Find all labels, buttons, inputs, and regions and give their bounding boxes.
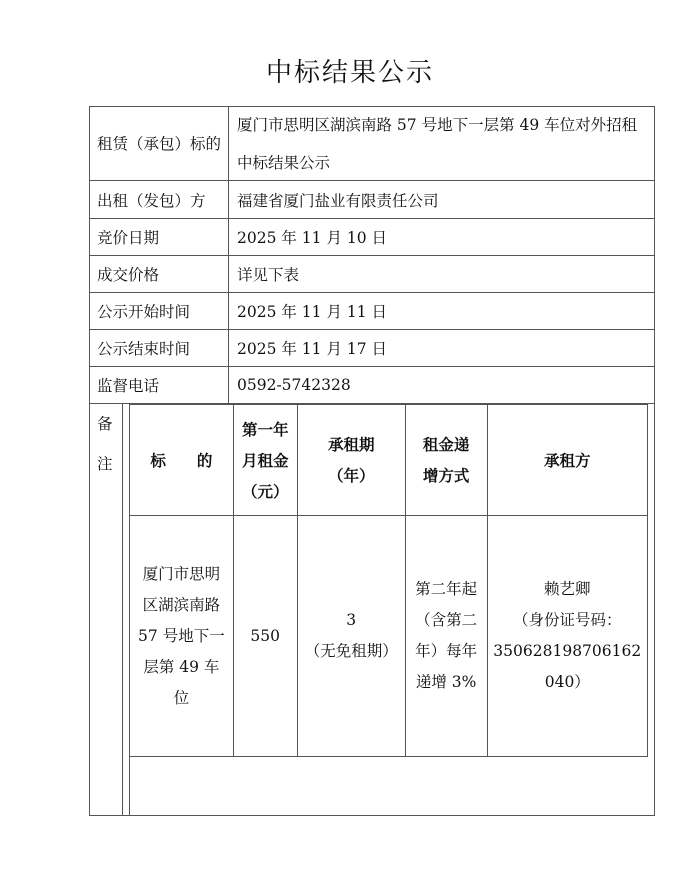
row-label: 公示开始时间 xyxy=(89,293,229,329)
row-label: 成交价格 xyxy=(89,256,229,292)
lessee-id: 350628198706162040） xyxy=(493,642,642,691)
page-title: 中标结果公示 xyxy=(265,58,434,88)
row-value: 2025 年 11 月 11 日 xyxy=(237,303,388,321)
cell-increase-text: 第二年起（含第二年）每年递增 3% xyxy=(415,580,478,691)
cell-subject xyxy=(130,516,234,757)
lessee-name: 赖艺卿 xyxy=(544,580,591,598)
row-label: 租赁（承包）标的 xyxy=(89,106,229,180)
header-cell-text: 承租期（年） xyxy=(327,435,375,485)
cell-monthly-rent: 550 xyxy=(233,516,297,757)
remarks-empty-area xyxy=(129,757,648,816)
row-subject xyxy=(89,106,655,181)
row-value: 0592-5742328 xyxy=(237,376,351,394)
row-price xyxy=(89,256,655,293)
cell-term xyxy=(297,516,405,757)
lessee-id-label: （身份证号码： xyxy=(513,611,622,629)
remarks-label xyxy=(89,404,123,816)
row-notice-end xyxy=(89,330,655,367)
row-value: 2025 年 11 月 17 日 xyxy=(237,340,388,358)
row-lessor xyxy=(89,181,655,219)
term-years: 3 xyxy=(346,611,357,629)
row-value: 详见下表 xyxy=(237,266,300,284)
header-cell: 标 的 xyxy=(130,405,234,516)
row-phone xyxy=(89,367,655,404)
header-cell-text: 租金递增方式 xyxy=(422,435,470,485)
cell-increase xyxy=(405,516,487,757)
row-label: 出租（发包）方 xyxy=(89,181,229,218)
row-label: 竞价日期 xyxy=(89,219,229,255)
row-value: 福建省厦门盐业有限责任公司 xyxy=(237,191,439,210)
row-value: 2025 年 11 月 10 日 xyxy=(237,229,388,247)
remarks-label-char: 备 xyxy=(97,415,113,433)
row-label: 监督电话 xyxy=(89,367,229,403)
header-cell-text: 第一年月租金（元） xyxy=(241,419,289,501)
header-cell xyxy=(233,405,297,516)
row-bid-date xyxy=(89,219,655,256)
remarks-label-char: 注 xyxy=(97,455,113,473)
cell-subject-text: 厦门市思明区湖滨南路 57 号地下一层第 49 车位 xyxy=(138,564,225,707)
result-table xyxy=(129,404,648,757)
header-cell xyxy=(297,405,405,516)
table-row xyxy=(130,516,648,757)
header-cell xyxy=(405,405,487,516)
row-value: 厦门市思明区湖滨南路 57 号地下一层第 49 车位对外招租中标结果公示 xyxy=(237,116,638,172)
cell-lessee xyxy=(487,516,647,757)
row-label: 公示结束时间 xyxy=(89,330,229,366)
header-cell: 承租方 xyxy=(487,405,647,516)
result-table-header xyxy=(130,405,648,516)
row-notice-start xyxy=(89,293,655,330)
term-note: （无免租期） xyxy=(304,642,398,660)
